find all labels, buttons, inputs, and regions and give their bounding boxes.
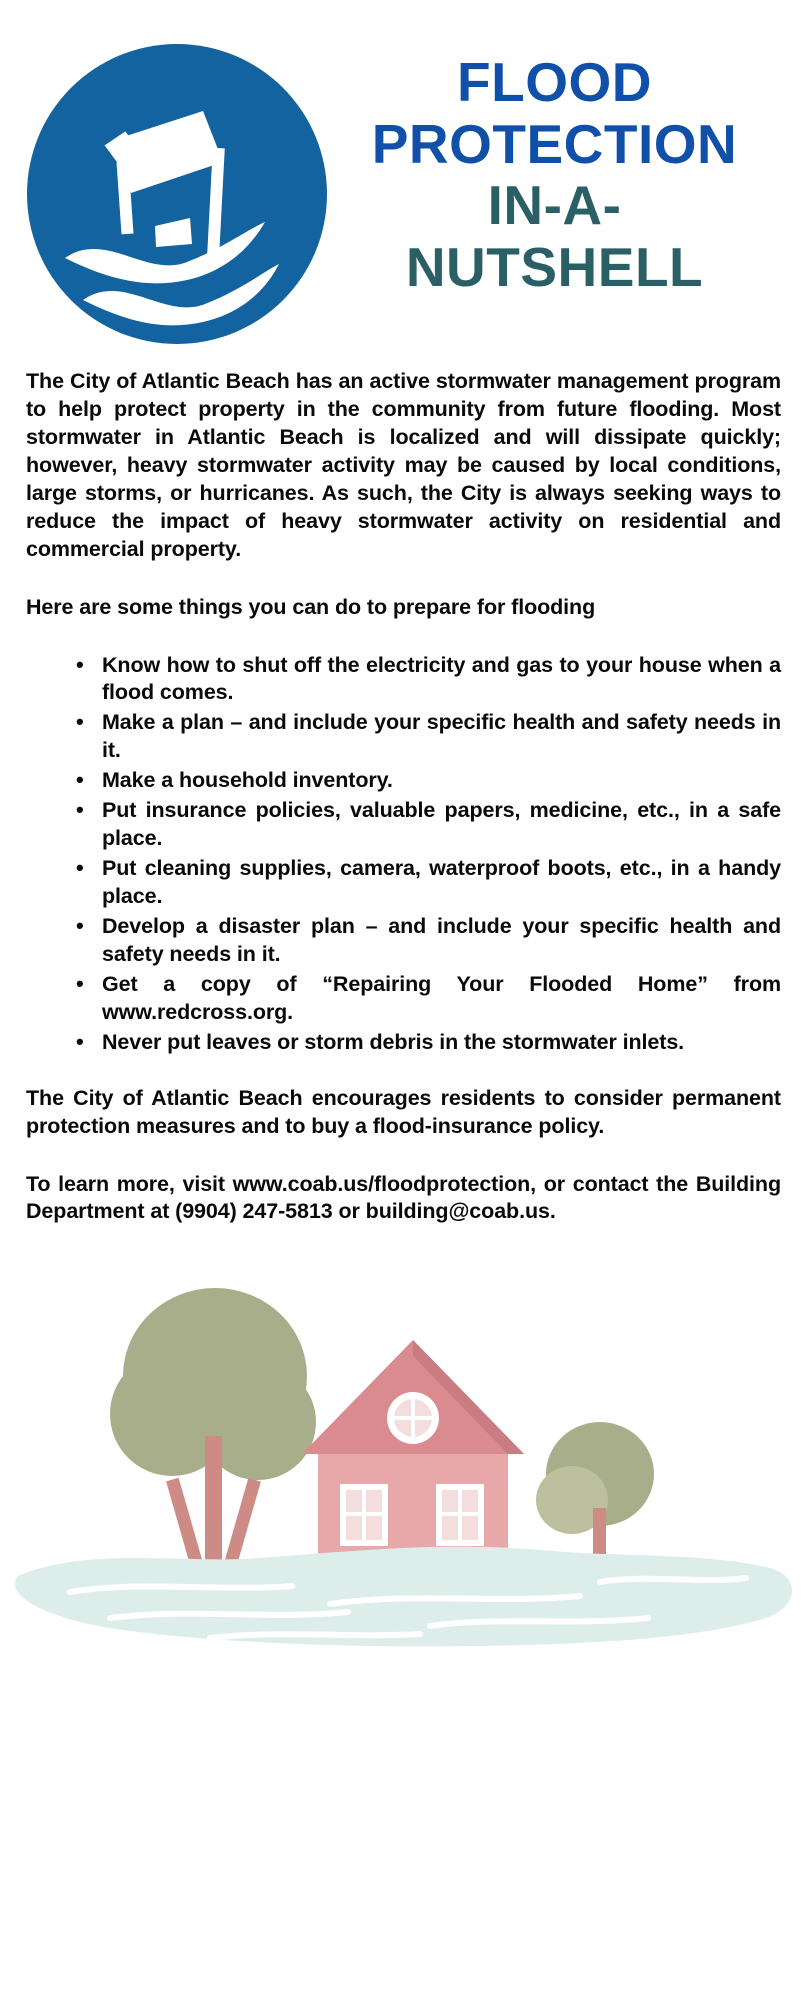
title-line-3: IN-A- — [487, 174, 622, 237]
flooded-house-graphic-icon — [0, 1246, 807, 1666]
list-item: • Put insurance policies, valuable papers, medicine, etc., in a safe place. — [76, 797, 781, 853]
list-heading: Here are some things you can do to prepare for flooding — [26, 594, 596, 619]
list-item: • Put cleaning supplies, camera, waterproof boots, etc., in a handy place. — [76, 855, 781, 911]
list-item: • Get a copy of “Repairing Your Flooded Home” from www.redcross.org. — [76, 971, 781, 1027]
list-item: • Make a plan – and include your specific health and safety needs in it. — [76, 709, 781, 765]
intro-paragraph: The City of Atlantic Beach has an active stormwater management program to help protect property in the community from future flooding. Most stormwater in Atlantic Beach is localized and will dissipate quickly; however, heavy stormwater activity may be caused by local conditions, large storms, or hurricanes. As such, the City is always seeking ways to reduce the impact of heavy stormwater activity on residential and commercial property. — [26, 369, 781, 561]
header — [0, 0, 807, 368]
list-item: • Develop a disaster plan – and include your specific health and safety needs in it. — [76, 913, 781, 969]
flood-protection-logo-icon — [27, 44, 327, 344]
title-line-2: PROTECTION — [371, 112, 738, 175]
logo-container — [22, 30, 332, 344]
encourage-paragraph: The City of Atlantic Beach encourages residents to consider permanent protection measures and to buy a flood-insurance policy. — [26, 1085, 781, 1138]
header-title — [332, 30, 785, 298]
preparedness-checklist — [26, 652, 781, 1057]
flooded-house-illustration — [0, 1246, 807, 1666]
title-line-4: NUTSHELL — [405, 235, 704, 298]
title-line-1: FLOOD — [457, 51, 652, 113]
content — [0, 368, 807, 1226]
list-item: • Never put leaves or storm debris in the stormwater inlets. — [76, 1029, 781, 1057]
list-item: • Make a household inventory. — [76, 767, 781, 795]
list-item: • Know how to shut off the electricity and gas to your house when a flood comes. — [76, 652, 781, 708]
contact-paragraph: To learn more, visit www.coab.us/floodprotection, or contact the Building Department at (9904) 247-5813 or building@coab.us. — [26, 1171, 781, 1224]
